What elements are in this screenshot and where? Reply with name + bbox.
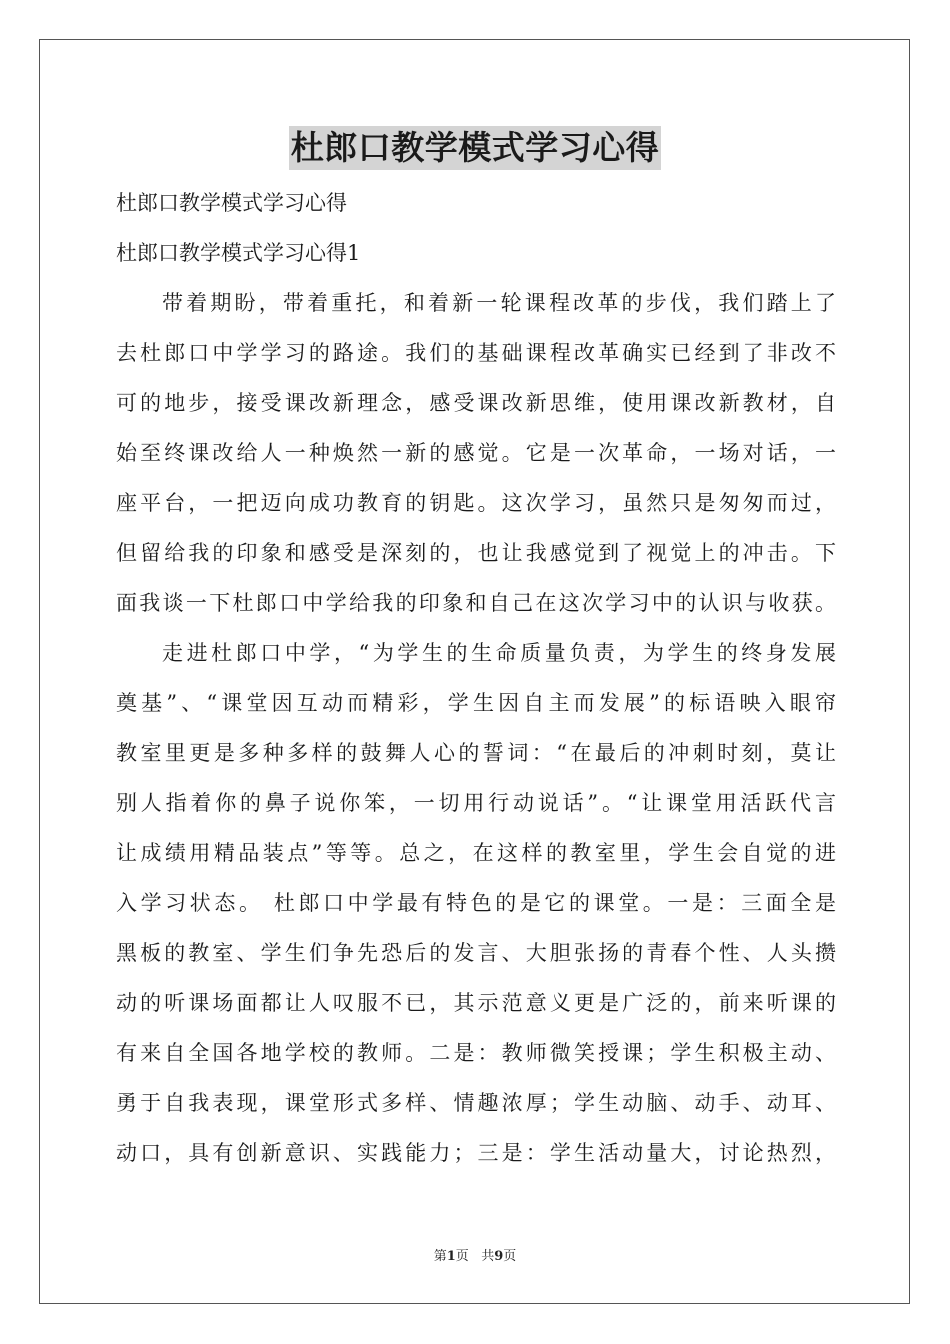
paragraph-line: 教室里更是多种多样的鼓舞人心的誓词：“在最后的冲刺时刻，莫让	[116, 741, 836, 765]
document-body	[116, 178, 836, 1178]
paragraph-1	[116, 278, 836, 628]
paragraph-line: 去杜郎口中学学习的路途。我们的基础课程改革确实已经到了非改不	[116, 341, 836, 365]
title-container	[0, 126, 950, 170]
page-suffix: 页	[455, 1249, 469, 1264]
total-prefix: 共	[481, 1249, 495, 1264]
total-suffix: 页	[503, 1249, 517, 1264]
paragraph-2	[116, 628, 836, 1178]
paragraph-line: 面我谈一下杜郎口中学给我的印象和自己在这次学习中的认识与收获。	[116, 591, 836, 615]
paragraph-line: 别人指着你的鼻子说你笨，一切用行动说话”。“让课堂用活跃代言	[116, 791, 836, 815]
paragraph-line: 黑板的教室、学生们争先恐后的发言、大胆张扬的青春个性、人头攒	[116, 941, 836, 965]
paragraph-line: 带着期盼，带着重托，和着新一轮课程改革的步伐，我们踏上了	[162, 291, 836, 315]
paragraph-line: 勇于自我表现，课堂形式多样、情趣浓厚；学生动脑、动手、动耳、	[116, 1091, 836, 1115]
page-total: 9	[494, 1249, 504, 1264]
paragraph-line: 但留给我的印象和感受是深刻的，也让我感觉到了视觉上的冲击。下	[116, 541, 836, 565]
paragraph-line: 可的地步，接受课改新理念，感受课改新思维，使用课改新教材，自	[116, 391, 836, 415]
paragraph-line: 让成绩用精品装点”等等。总之，在这样的教室里，学生会自觉的进	[116, 841, 836, 865]
paragraph-line: 奠基”、“课堂因互动而精彩，学生因自主而发展”的标语映入眼帘	[116, 691, 836, 715]
paragraph-line: 动的听课场面都让人叹服不已，其示范意义更是广泛的，前来听课的	[116, 991, 836, 1015]
paragraph-line: 走进杜郎口中学，“为学生的生命质量负责，为学生的终身发展	[162, 641, 836, 665]
paragraph-line: 有来自全国各地学校的教师。二是：教师微笑授课；学生积极主动、	[116, 1041, 836, 1065]
section-heading: 杜郎口教学模式学习心得1	[116, 241, 361, 265]
paragraph-line: 座平台，一把迈向成功教育的钥匙。这次学习，虽然只是匆匆而过，	[116, 491, 836, 515]
page-prefix: 第	[433, 1249, 447, 1264]
paragraph-line: 始至终课改给人一种焕然一新的感觉。它是一次革命，一场对话，一	[116, 441, 836, 465]
page-current: 1	[446, 1249, 456, 1264]
paragraph-line: 入学习状态。 杜郎口中学最有特色的是它的课堂。一是：三面全是	[116, 891, 836, 915]
document-title: 杜郎口教学模式学习心得	[289, 126, 662, 170]
page-footer	[0, 1245, 950, 1264]
paragraph-line: 动口，具有创新意识、实践能力；三是：学生活动量大，讨论热烈，	[116, 1141, 836, 1165]
document-subtitle: 杜郎口教学模式学习心得	[116, 191, 347, 215]
